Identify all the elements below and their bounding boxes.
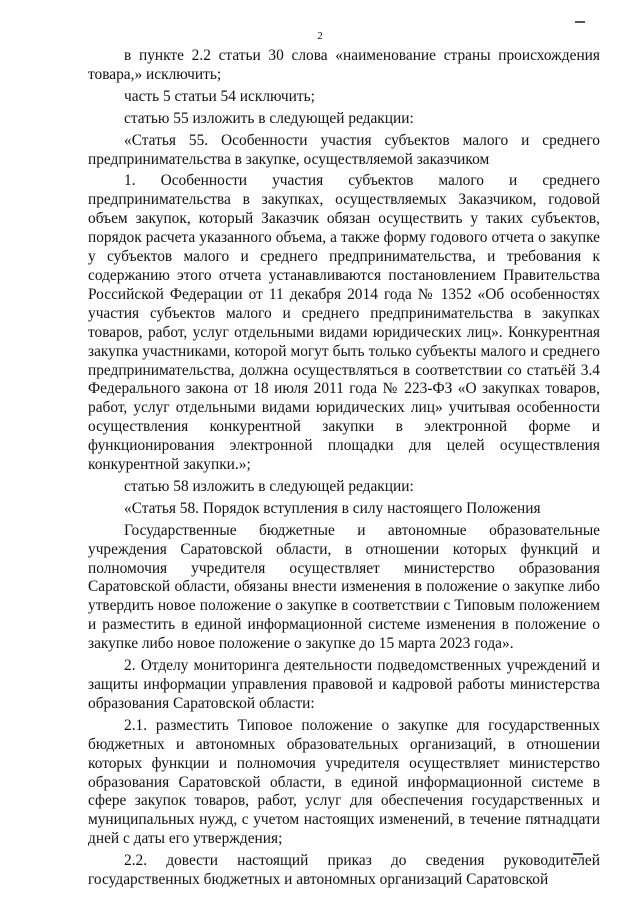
paragraph-1: в пункте 2.2 статьи 30 слова «наименование страны происхождения товара,» исключить; <box>88 47 600 83</box>
paragraph-3: статью 55 изложить в следующей редакции: <box>124 109 414 127</box>
paragraph-2: часть 5 статьи 54 исключить; <box>124 87 315 105</box>
paragraph-article-55-item-1: 1. Особенности участия субъектов малого и среднего предпринимательства в закупках, осуществляемых Заказчиком, годовой объем закупок, который Заказчик обязан осуществить у таких субъектов, порядок расчета указанного объема, а также форму годового отчета о закупке у субъектов малого и среднего предпринимательства, и требования к содержанию этого отчета устанавливаются постановлением Правительства Российской Федерации от 11 декабря 2014 года № 1352 «Об особенностях участия субъектов малого и среднего предпринимательства в закупках товаров, работ, услуг отдельными видами юридических лиц». Конкурентная закупка участниками, которой могут быть только субъекты малого и среднего предпринимательства, должна осуществляться в соответствии со статьёй 3.4 Федерального закона от 18 июля 2011 года № 223-ФЗ «О закупках товаров, работ, услуг отдельными видами юридических лиц» учитывая особенности осуществления конкурентной закупки в электронной форме и функционирования электронной площадки для целей осуществления конкурентной закупки.»; <box>88 172 600 474</box>
paragraph-article-58-title: «Статья 58. Порядок вступления в силу настоящего Положения <box>124 499 541 517</box>
paragraph-item-2: 2. Отделу мониторинга деятельности подведомственных учреждений и защиты информации управления правовой и кадровой работы министерства образования Саратовской области: <box>88 657 600 712</box>
document-body <box>88 47 600 890</box>
paragraph-item-2-2: 2.2. довести настоящий приказ до сведения руководителей государственных бюджетных и автономных организаций Саратовской <box>88 852 600 889</box>
page-number: 2 <box>317 30 323 42</box>
paragraph-4: статью 58 изложить в следующей редакции: <box>124 477 414 495</box>
scan-mark-top <box>575 21 585 23</box>
paragraph-article-58-body: Государственные бюджетные и автономные образовательные учреждения Саратовской области, в отношении которых функций и полномочия учредителя осуществляет министерство образования Саратовской области, обязаны внести изменения в положение о закупке либо утвердить новое положение о закупке в соответствии с Типовым положением и разместить в единой информационной системе изменения в положение о закупке либо новое положение о закупке до 15 марта 2023 года». <box>88 521 600 653</box>
paragraph-item-2-1: 2.1. разместить Типовое положение о закупке для государственных бюджетных и автономных образовательных организаций, в отношении которых функции и полномочия учредителя осуществляет министерство образования Саратовской области, в единой информационной системе в сфере закупок товаров, работ, услуг для обеспечения государственных и муниципальных нужд, с учетом настоящих изменений, в течение пятнадцати дней с даты его утверждения; <box>88 716 600 848</box>
paragraph-article-55-title: «Статья 55. Особенности участия субъектов малого и среднего предпринимательства в закупке, осуществляемой заказчиком <box>88 131 600 168</box>
